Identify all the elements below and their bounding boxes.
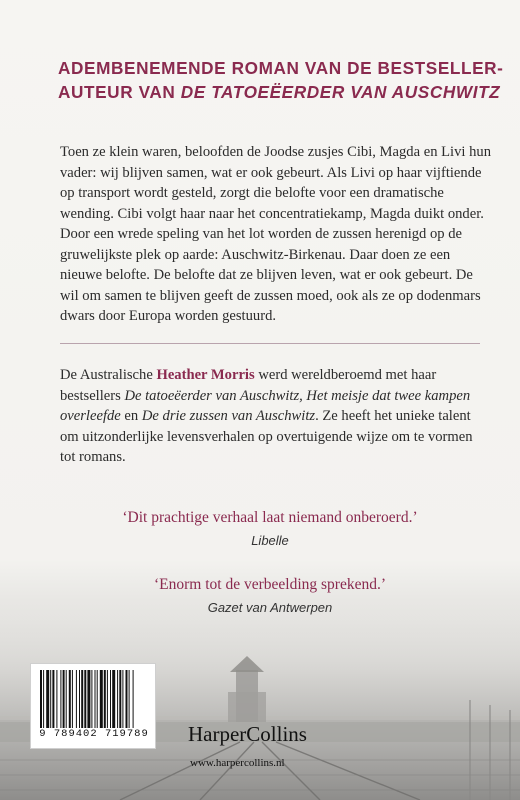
- headline-line-1: ADEMBENEMENDE ROMAN VAN DE BESTSELLER-: [58, 58, 504, 78]
- cover-headline: [58, 56, 504, 104]
- bio-book-title: De drie zussen van Auschwitz: [141, 408, 316, 424]
- blurb-line: wending. Cibi volgt haar naar het concentratiekamp, Magda duikt onder.: [60, 205, 484, 222]
- bio-line: [60, 365, 490, 386]
- publisher-logo: HarperCollins: [188, 722, 307, 746]
- review-quote-1: [60, 509, 480, 548]
- bio-line: tot romans.: [60, 449, 126, 465]
- author-name: Heather Morris: [156, 367, 255, 383]
- blurb-line: dwars door Europa worden gestuurd.: [60, 308, 277, 324]
- blurb-line: vader: wij blijven samen, wat er ook gebeurt. Als Livi op haar vijftiende: [60, 164, 482, 181]
- blurb-line: gruwelijkste plek op aarde: Auschwitz-Birkenau. Daar doen ze een: [60, 246, 451, 263]
- bio-book-title: overleefde: [60, 408, 121, 424]
- bio-text: . Ze heeft het unieke talent: [315, 408, 471, 424]
- bio-text: bestsellers: [60, 387, 125, 404]
- blurb-line: nieuwe belofte. De belofte dat ze blijven leven, wat er ook gebeurt. De: [60, 267, 473, 283]
- bio-line: om uitzonderlijke levensverhalen op overtuigende wijze om te vormen: [60, 428, 473, 445]
- isbn-number: 9 789402 719789: [39, 728, 149, 740]
- review-quote-2: [60, 576, 480, 615]
- bio-text: De Australische: [60, 367, 157, 383]
- headline-line-2-plain: AUTEUR VAN: [58, 82, 181, 102]
- bio-text: en: [120, 408, 142, 424]
- blurb-line: wil om samen te blijven geeft de zussen moed, ook als ze op dodenmars: [60, 287, 481, 304]
- publisher-url: www.harpercollins.nl: [190, 757, 285, 769]
- isbn-barcode: [30, 663, 156, 749]
- author-bio: [60, 365, 490, 468]
- quote-source: Libelle: [251, 533, 289, 548]
- blurb-line: op transport wordt gesteld, zorgt die belofte voor een dramatische: [60, 185, 444, 201]
- bio-book-titles: De tatoeëerder van Auschwitz, Het meisje dat twee kampen: [124, 387, 471, 404]
- bio-text: werd wereldberoemd met haar: [254, 367, 437, 383]
- barcode-bars: [39, 670, 149, 728]
- blurb-paragraph-1: [60, 142, 490, 224]
- blurb-line: Door een wrede speling van het lot worden de zussen herenigd op de: [60, 226, 463, 242]
- quote-text: ‘Dit prachtige verhaal laat niemand onberoerd.’: [122, 509, 418, 526]
- quote-text: ‘Enorm tot de verbeelding sprekend.’: [154, 576, 386, 593]
- blurb-line: Toen ze klein waren, beloofden de Joodse zusjes Cibi, Magda en Livi hun: [60, 144, 491, 160]
- headline-book-title: DE TATOEËERDER VAN AUSCHWITZ: [180, 82, 501, 102]
- bio-line: [60, 386, 490, 407]
- quote-source: Gazet van Antwerpen: [207, 600, 333, 615]
- headline-line-2: [58, 80, 501, 104]
- section-divider: [60, 343, 480, 344]
- bio-line: [60, 406, 490, 427]
- blurb-paragraph-2: [60, 224, 490, 327]
